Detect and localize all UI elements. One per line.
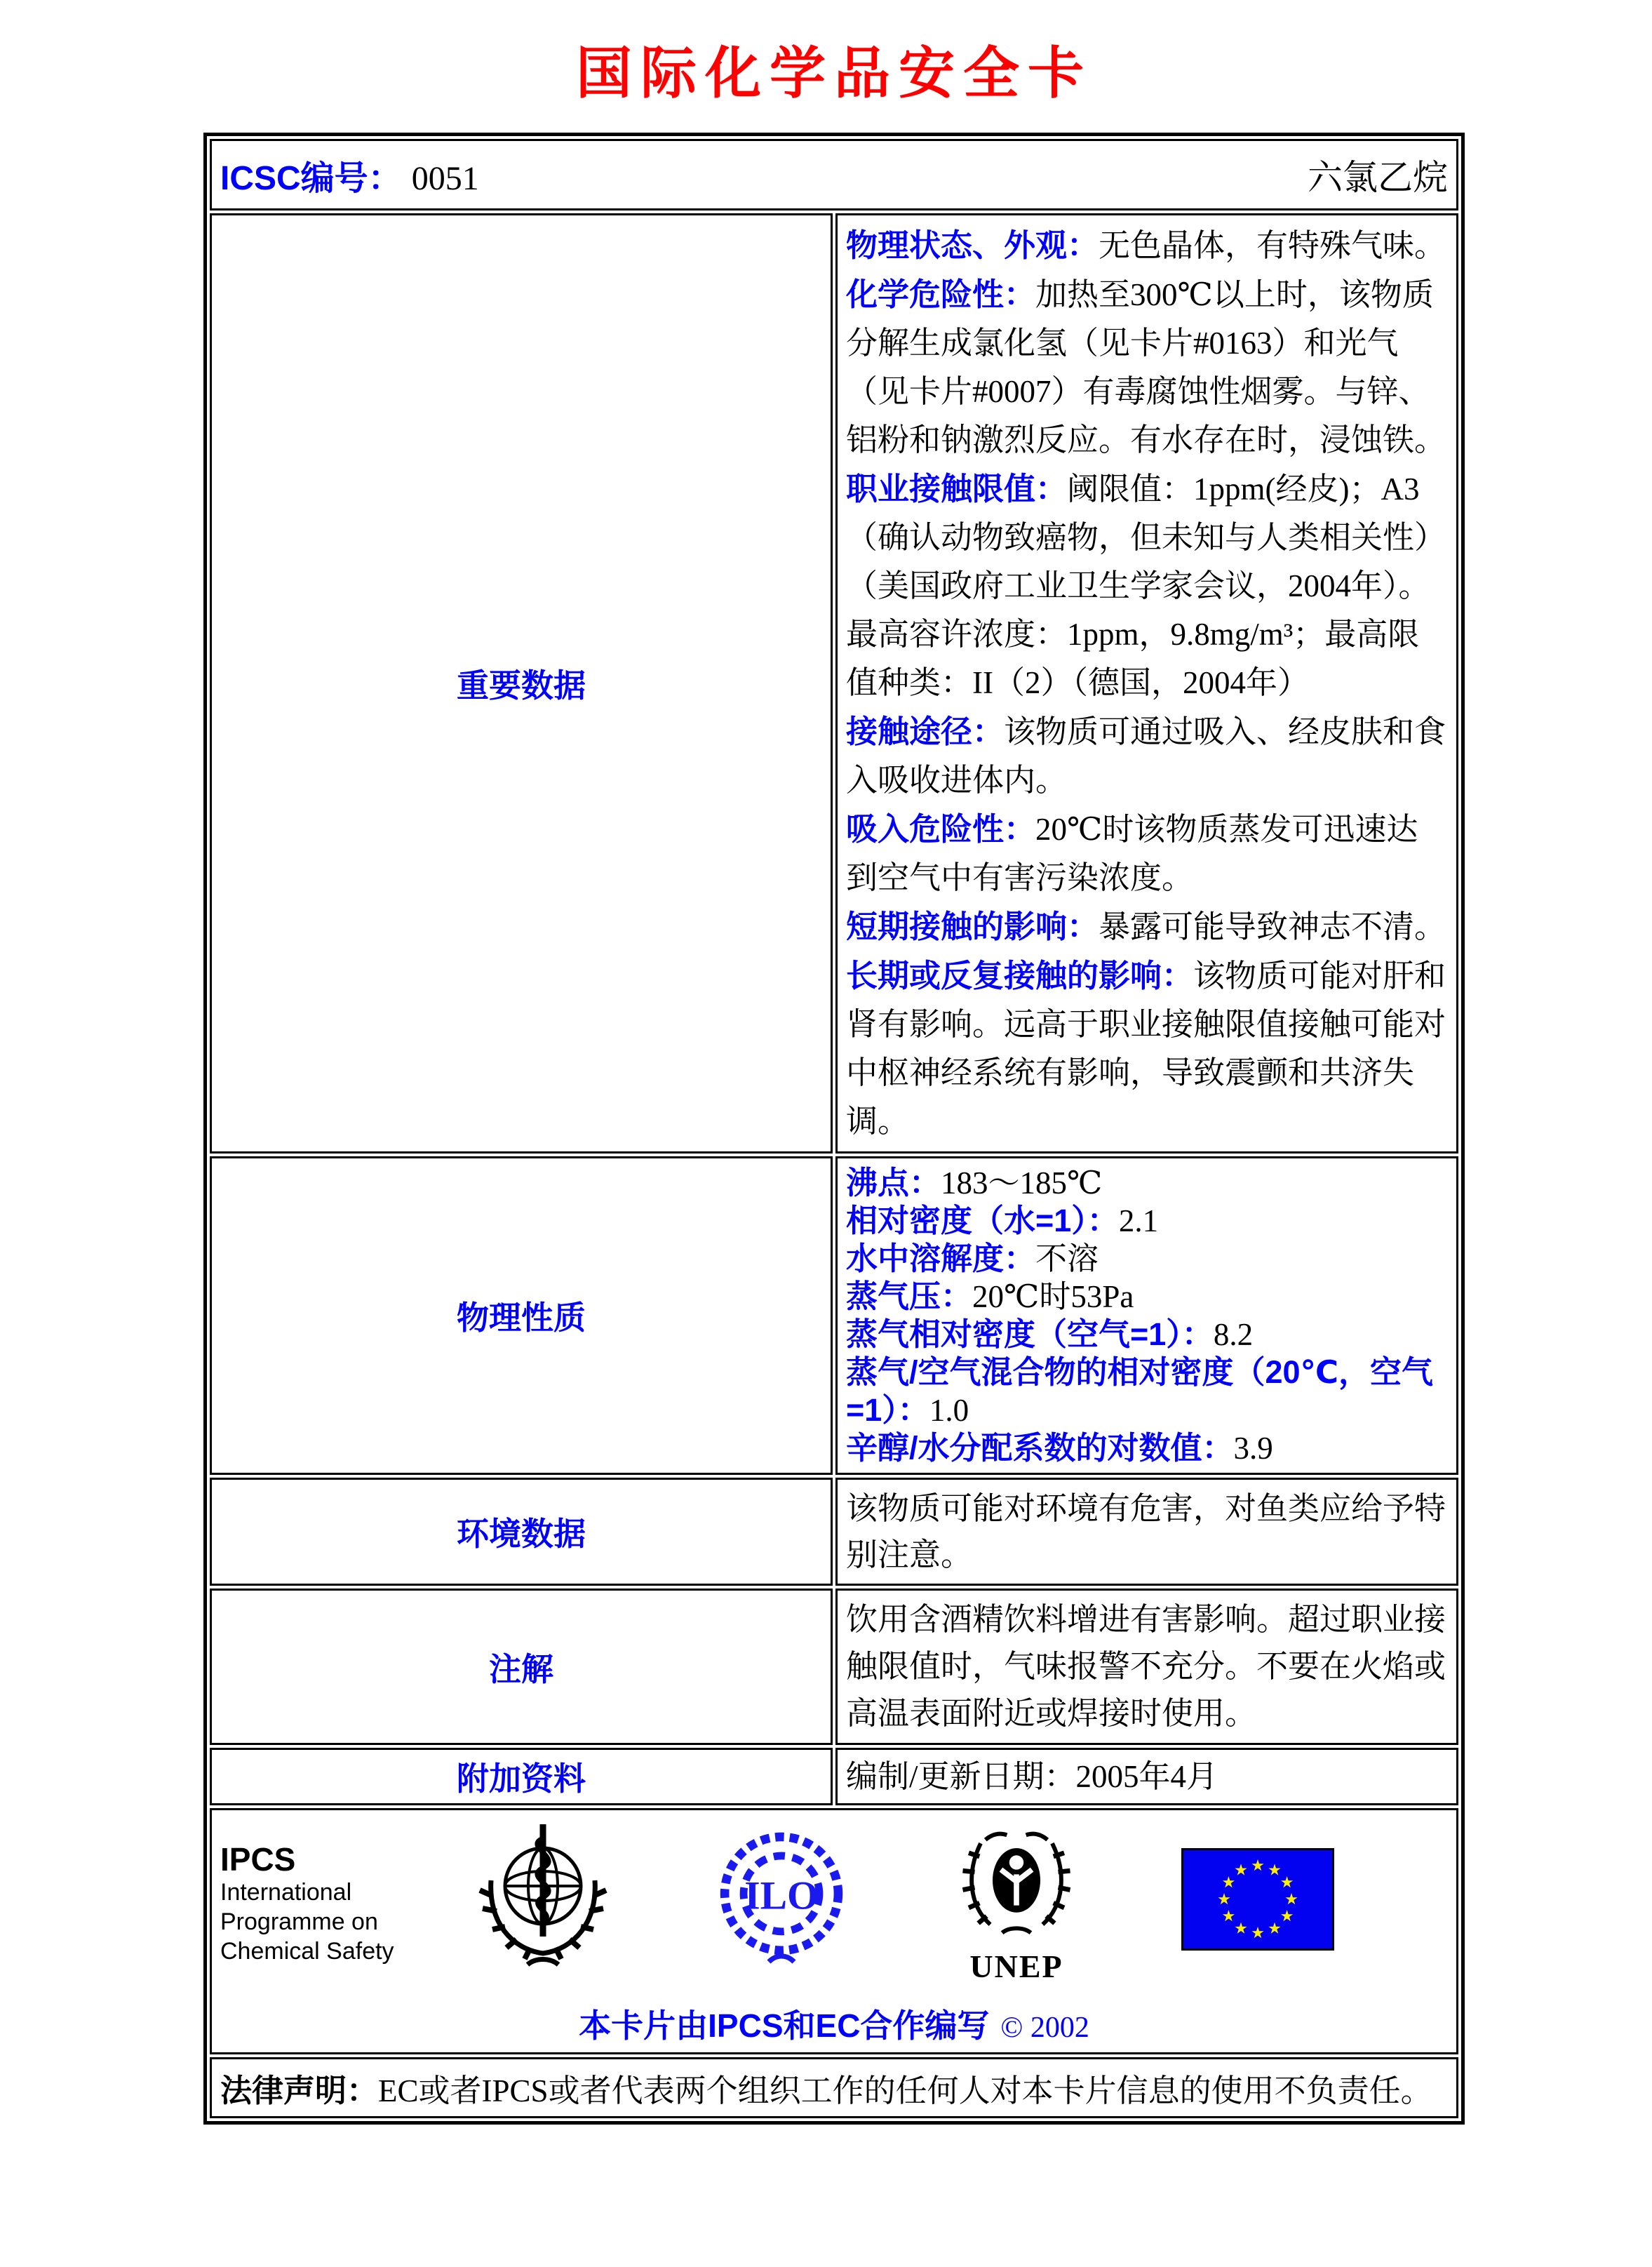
section-label-additional-info: 附加资料	[210, 1748, 833, 1805]
icsc-number-group	[220, 151, 479, 199]
additional-info-content	[835, 1748, 1458, 1805]
cooperation-caption-text: 本卡片由IPCS和EC合作编写	[579, 2007, 990, 2044]
ipcs-wordmark	[220, 1841, 403, 1966]
item-text: 暴露可能导致神志不清。	[1099, 909, 1446, 944]
icsc-card-table	[203, 133, 1465, 2125]
page-title: 国际化学品安全卡	[576, 44, 1092, 105]
physical-property-item	[846, 1164, 1448, 1202]
physical-property-item	[846, 1429, 1448, 1467]
ipcs-subtitle-line: Chemical Safety	[220, 1937, 394, 1965]
icsc-number-value: 0051	[411, 159, 479, 197]
item-label: 接触途径：	[846, 714, 1005, 749]
item-label: 蒸气压：	[846, 1278, 973, 1314]
important-data-item	[846, 464, 1448, 707]
legal-text: EC或者IPCS或者代表两个组织工作的任何人对本卡片信息的使用不负责任。	[378, 2073, 1432, 2108]
icsc-number-label: ICSC编号：	[220, 159, 402, 197]
section-label-environmental-data: 环境数据	[210, 1478, 833, 1586]
important-data-item	[846, 902, 1448, 951]
item-label: 蒸气相对密度（空气=1）：	[846, 1316, 1214, 1352]
important-data-item	[846, 221, 1448, 270]
who-logo-icon	[473, 1816, 613, 1991]
section-label-physical-properties: 物理性质	[210, 1156, 833, 1475]
environmental-data-text: 该物质可能对环境有危害，对鱼类应给予特别注意。	[846, 1491, 1446, 1572]
legal-row	[210, 2057, 1458, 2118]
item-text: 不溶	[1035, 1241, 1099, 1276]
ipcs-subtitle-line: International	[220, 1878, 352, 1906]
physical-property-item	[846, 1316, 1448, 1353]
cooperation-caption-year: © 2002	[1000, 2012, 1089, 2044]
item-text: 8.2	[1213, 1317, 1254, 1352]
item-label: 短期接触的影响：	[846, 909, 1099, 944]
legal-cell	[210, 2057, 1458, 2118]
item-label: 辛醇/水分配系数的对数值：	[846, 1430, 1234, 1466]
ilo-logo-icon	[718, 1818, 845, 1988]
physical-property-item	[846, 1202, 1448, 1240]
item-text: 20℃时该物质蒸发可迅速达到空气中有害污染浓度。	[846, 812, 1418, 895]
item-label: 长期或反复接触的影响：	[846, 958, 1194, 994]
important-data-item	[846, 707, 1448, 805]
eu-flag-icon	[1181, 1848, 1334, 1958]
item-text: 183～185℃	[941, 1165, 1103, 1201]
legal-label: 法律声明：	[220, 2073, 379, 2108]
item-text: 该物质可通过吸入、经皮肤和食入吸收进体内。	[846, 714, 1446, 798]
header-cell	[210, 139, 1458, 210]
item-text: 无色晶体，有特殊气味。	[1099, 228, 1446, 263]
item-text: 20℃时53Pa	[972, 1279, 1134, 1314]
important-data-item	[846, 270, 1448, 464]
logos-cell	[210, 1808, 1458, 2054]
section-label-important-data: 重要数据	[210, 213, 833, 1153]
item-label: 吸入危险性：	[846, 811, 1036, 847]
item-label: 蒸气/空气混合物的相对密度（20℃，空气=1）：	[846, 1354, 1434, 1428]
section-label-notes: 注解	[210, 1589, 833, 1745]
unep-logo-text: UNEP	[969, 1948, 1063, 1984]
item-text: 阈限值：1ppm(经皮)；A3（确认动物致癌物，但未知与人类相关性）（美国政府工业卫生学家会议，2004年）。最高容许浓度：1ppm，9.8mg/m³；最高限值种类：II（2）（德国，2004年）	[846, 472, 1446, 700]
chemical-name: 六氯乙烷	[1308, 158, 1448, 197]
important-data-content	[835, 213, 1458, 1153]
environmental-data-row	[210, 1478, 1458, 1586]
notes-text: 饮用含酒精饮料增进有害影响。超过职业接触限值时，气味报警不充分。不要在火焰或高温表面附近或焊接时使用。	[846, 1602, 1446, 1731]
physical-properties-row	[210, 1156, 1458, 1475]
item-text: 该物质可能对肝和肾有影响。远高于职业接触限值接触可能对中枢神经系统有影响，导致震颤和共济失调。	[846, 958, 1446, 1139]
environmental-data-content	[835, 1478, 1458, 1586]
notes-content	[835, 1589, 1458, 1745]
icsc-document	[0, 28, 1652, 2125]
item-label: 职业接触限值：	[846, 471, 1068, 507]
item-label: 化学危险性：	[846, 276, 1036, 312]
item-label: 相对密度（水=1）：	[846, 1203, 1119, 1238]
ipcs-subtitle-line: Programme on	[220, 1908, 378, 1935]
item-text: 2.1	[1118, 1203, 1159, 1238]
unep-logo-icon	[957, 1824, 1076, 1982]
cooperation-caption	[220, 2000, 1448, 2047]
notes-row	[210, 1589, 1458, 1745]
logos-row	[210, 1808, 1458, 2054]
physical-property-item	[846, 1240, 1448, 1278]
ipcs-title: IPCS	[220, 1840, 296, 1878]
physical-properties-content	[835, 1156, 1458, 1475]
ilo-logo-text: ILO	[744, 1873, 819, 1918]
logos-strip	[220, 1816, 1448, 1991]
important-data-item	[846, 805, 1448, 902]
item-text: 加热至300℃以上时，该物质分解生成氯化氢（见卡片#0163）和光气（见卡片#0007）有毒腐蚀性烟雾。与锌、铝粉和钠激烈反应。有水存在时，浸蚀铁。	[846, 277, 1446, 457]
item-label: 物理状态、外观：	[846, 227, 1099, 263]
item-text: 1.0	[929, 1393, 969, 1428]
item-text: 3.9	[1233, 1431, 1273, 1466]
physical-property-item	[846, 1278, 1448, 1316]
additional-info-row	[210, 1748, 1458, 1805]
additional-info-text: 编制/更新日期：2005年4月	[846, 1759, 1218, 1794]
header-row	[210, 139, 1458, 210]
item-label: 沸点：	[846, 1165, 941, 1201]
important-data-item	[846, 951, 1448, 1146]
item-label: 水中溶解度：	[846, 1241, 1036, 1276]
important-data-row	[210, 213, 1458, 1153]
physical-property-item	[846, 1353, 1448, 1429]
header-inner	[220, 147, 1448, 203]
